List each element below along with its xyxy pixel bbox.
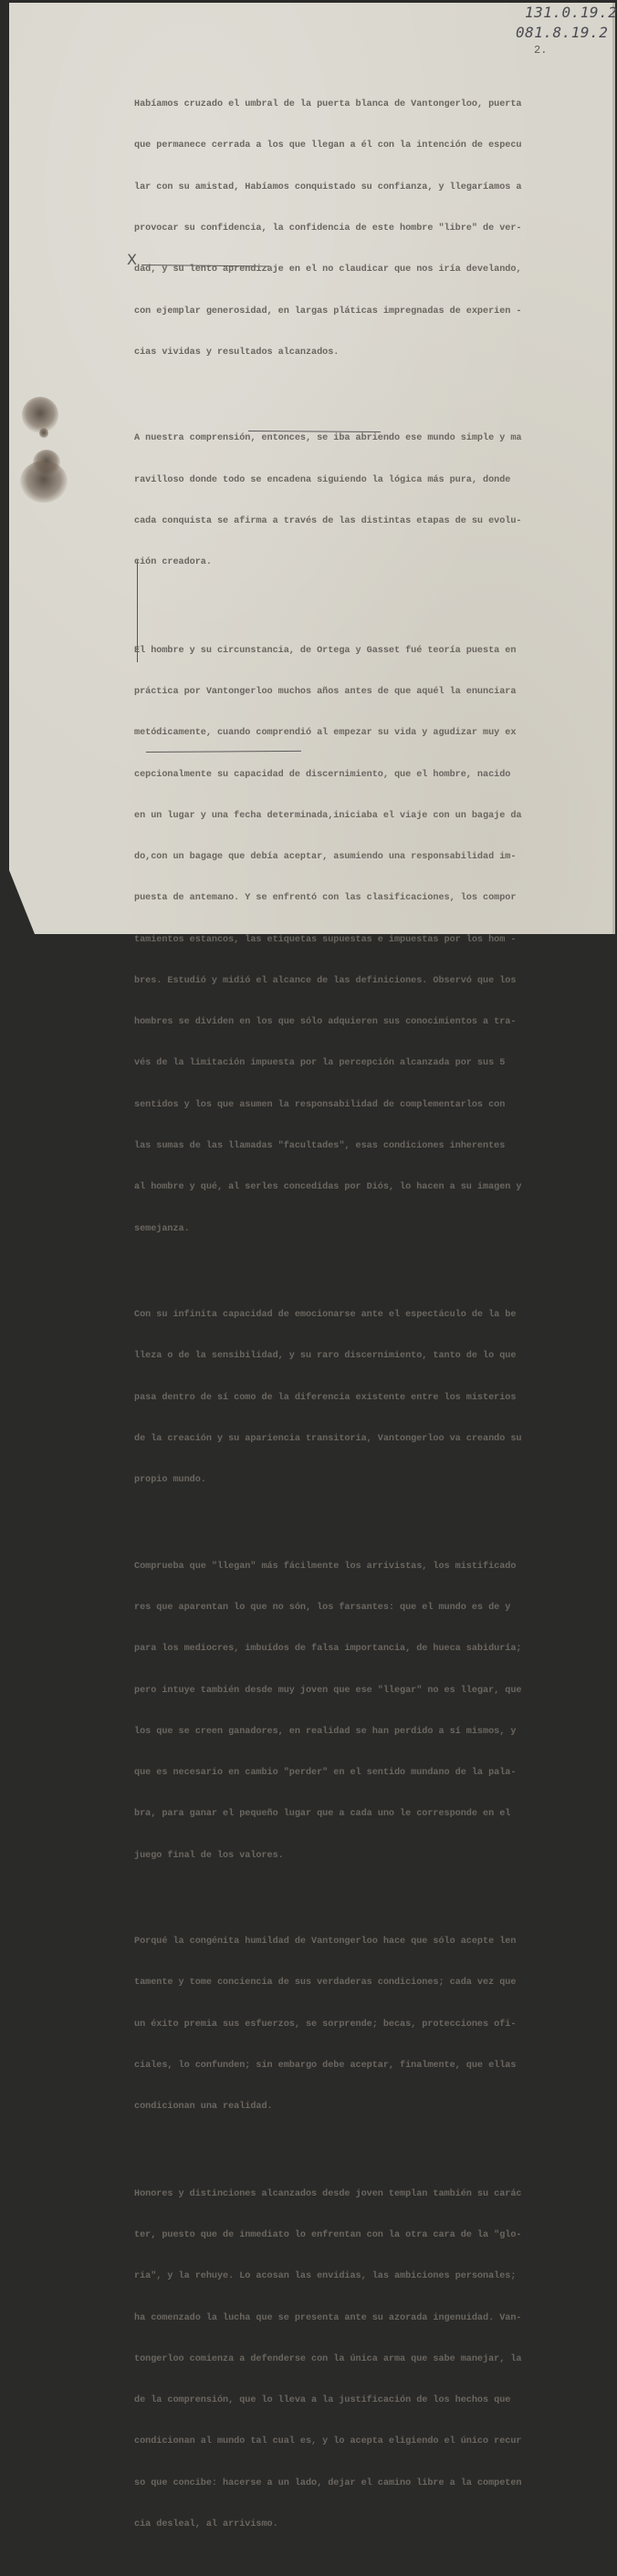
archive-ref-1: 131.0.19.2 xyxy=(525,4,617,21)
text-line: de la comprensión, que lo lleva a la justificación de los hechos que xyxy=(134,2395,511,2406)
text-line: Con su infinita capacidad de emocionarse ante el espectáculo de la be xyxy=(134,1310,517,1321)
text-line: hombres se dividen en los que sólo adquieren sus conocimientos a tra- xyxy=(134,1017,517,1028)
text-line: tamientos estancos, las etiquetas supuestas e impuestas por los hom - xyxy=(134,934,517,945)
paragraph-4 xyxy=(134,1281,607,1515)
text-line: ción creadora. xyxy=(134,557,212,568)
archive-reference-numbers xyxy=(516,3,617,43)
text-line: de la creación y su apariencia transitoria, Vantongerloo va creando su xyxy=(134,1433,522,1444)
text-line: lar con su amistad, Habíamos conquistado su confianza, y llegaríamos a xyxy=(134,182,522,192)
text-line: semejanza. xyxy=(134,1223,190,1234)
margin-x-mark: X xyxy=(127,251,137,268)
text-line: con ejemplar generosidad, en largas pláticas impregnadas de experien - xyxy=(134,306,522,317)
text-line: condicionan una realidad. xyxy=(134,2102,273,2113)
text-line: las sumas de las llamadas "facultades", esas condiciones inherentes xyxy=(134,1141,506,1152)
paragraph-5 xyxy=(134,1532,607,1889)
typed-body xyxy=(134,70,607,2576)
paragraph-1 xyxy=(134,70,607,387)
text-line: que permanece cerrada a los que llegan a él con la intención de especu xyxy=(134,140,522,151)
text-line: tamente y tome conciencia de sus verdaderas condiciones; cada vez que xyxy=(134,1978,517,1989)
binding-hole-bottom xyxy=(20,461,68,503)
text-line: propio mundo. xyxy=(134,1475,206,1486)
text-line: sentidos y los que asumen la responsabilidad de complementarlos con xyxy=(134,1099,506,1110)
paragraph-7 xyxy=(134,2160,607,2560)
page-number: 2. xyxy=(534,44,548,57)
archive-ref-2: 081.8.19.2 xyxy=(516,24,609,41)
text-line: en un lugar y una fecha determinada,iniciaba el viaje con un bagaje da xyxy=(134,810,522,821)
text-line: pero intuye también desde muy joven que ese "llegar" no es llegar, que xyxy=(134,1685,522,1696)
binding-hole-top-tail xyxy=(39,428,48,439)
text-line: al hombre y qué, al serles concedidas por Diós, lo hacen a su imagen y xyxy=(134,1182,522,1193)
text-line: Habíamos cruzado el umbral de la puerta blanca de Vantongerloo, puerta xyxy=(134,99,522,110)
text-line: cada conquista se afirma a través de las distintas etapas de su evolu- xyxy=(134,515,522,526)
text-line: El hombre y su circunstancia, de Ortega y Gasset fué teoría puesta en xyxy=(134,645,517,656)
torn-corner xyxy=(9,870,35,934)
binding-hole-top xyxy=(22,397,58,433)
text-line: para los mediocres, imbuídos de falsa importancia, de hueca sabiduría; xyxy=(134,1644,522,1655)
text-line: cia desleal, al arrivismo. xyxy=(134,2519,278,2529)
text-line: A nuestra comprensión, entonces, se iba abriendo ese mundo simple y ma xyxy=(134,433,522,444)
text-line: do,con un bagage que debía aceptar, asumiendo una responsabilidad im- xyxy=(134,852,517,863)
text-line: Honores y distinciones alcanzados desde joven templan también su carác xyxy=(134,2188,522,2199)
text-line: bres. Estudió y midió el alcance de las definiciones. Observó que los xyxy=(134,975,517,986)
text-line: cepcionalmente su capacidad de discernimiento, que el hombre, nacido xyxy=(134,769,511,780)
paragraph-3 xyxy=(134,616,607,1262)
paragraph-6 xyxy=(134,1907,607,2142)
text-line: ria", y la rehuye. Lo acosan las envidias, las ambiciones personales; xyxy=(134,2271,517,2282)
text-line: ravilloso donde todo se encadena siguiendo la lógica más pura, donde xyxy=(134,474,511,485)
text-line: so que concibe: hacerse a un lado, dejar el camino libre a la competen xyxy=(134,2477,522,2488)
text-line: condicionan al mundo tal cual es, y lo acepta eligiendo el único recur xyxy=(134,2436,522,2447)
text-line: tongerloo comienza a defenderse con la única arma que sabe manejar, la xyxy=(134,2353,522,2364)
text-line: ciales, lo confunden; sin embargo debe aceptar, finalmente, que ellas xyxy=(134,2060,517,2071)
text-line: juego final de los valores. xyxy=(134,1850,284,1861)
text-line: Comprueba que "llegan" más fácilmente los arrivistas, los mistificado xyxy=(134,1561,517,1572)
text-line: metódicamente, cuando comprendió al empezar su vida y agudizar muy ex xyxy=(134,728,517,739)
text-line: Porqué la congénita humildad de Vantongerloo hace que sólo acepte len xyxy=(134,1937,517,1948)
text-line: práctica por Vantongerloo muchos años antes de que aquél la enunciara xyxy=(134,686,517,697)
text-line: res que aparentan lo que no són, los farsantes: que el mundo es de y xyxy=(134,1602,511,1613)
text-line: ter, puesto que de inmediato lo enfrentan con la otra cara de la "glo- xyxy=(134,2229,522,2240)
text-line: bra, para ganar el pequeño lugar que a cada uno le corresponde en el xyxy=(134,1809,511,1820)
page-edge xyxy=(612,3,615,934)
text-line: cias vividas y resultados alcanzados. xyxy=(134,347,340,358)
text-line: puesta de antemano. Y se enfrentó con las clasificaciones, los compor xyxy=(134,893,517,904)
text-line: pasa dentro de sí como de la diferencia existente entre los misterios xyxy=(134,1392,517,1403)
text-line: lleza o de la sensibilidad, y su raro discernimiento, tanto de lo que xyxy=(134,1351,517,1362)
text-line: dad, y su lento aprendizaje en el no claudicar que nos iría develando, xyxy=(134,265,522,275)
text-line: provocar su confidencia, la confidencia de este hombre "libre" de ver- xyxy=(134,223,522,234)
text-line: ha comenzado la lucha que se presenta ante su azorada ingenuidad. Van- xyxy=(134,2312,522,2323)
paragraph-2 xyxy=(134,404,607,597)
text-line: un éxito premia sus esfuerzos, se sorprende; becas, protecciones ofi- xyxy=(134,2019,517,2030)
text-line: los que se creen ganadores, en realidad se han perdido a sí mismos, y xyxy=(134,1726,517,1737)
text-line: vés de la limitación impuesta por la percepción alcanzada por sus 5 xyxy=(134,1058,506,1069)
text-line: que es necesario en cambio "perder" en el sentido mundano de la pala- xyxy=(134,1768,517,1779)
